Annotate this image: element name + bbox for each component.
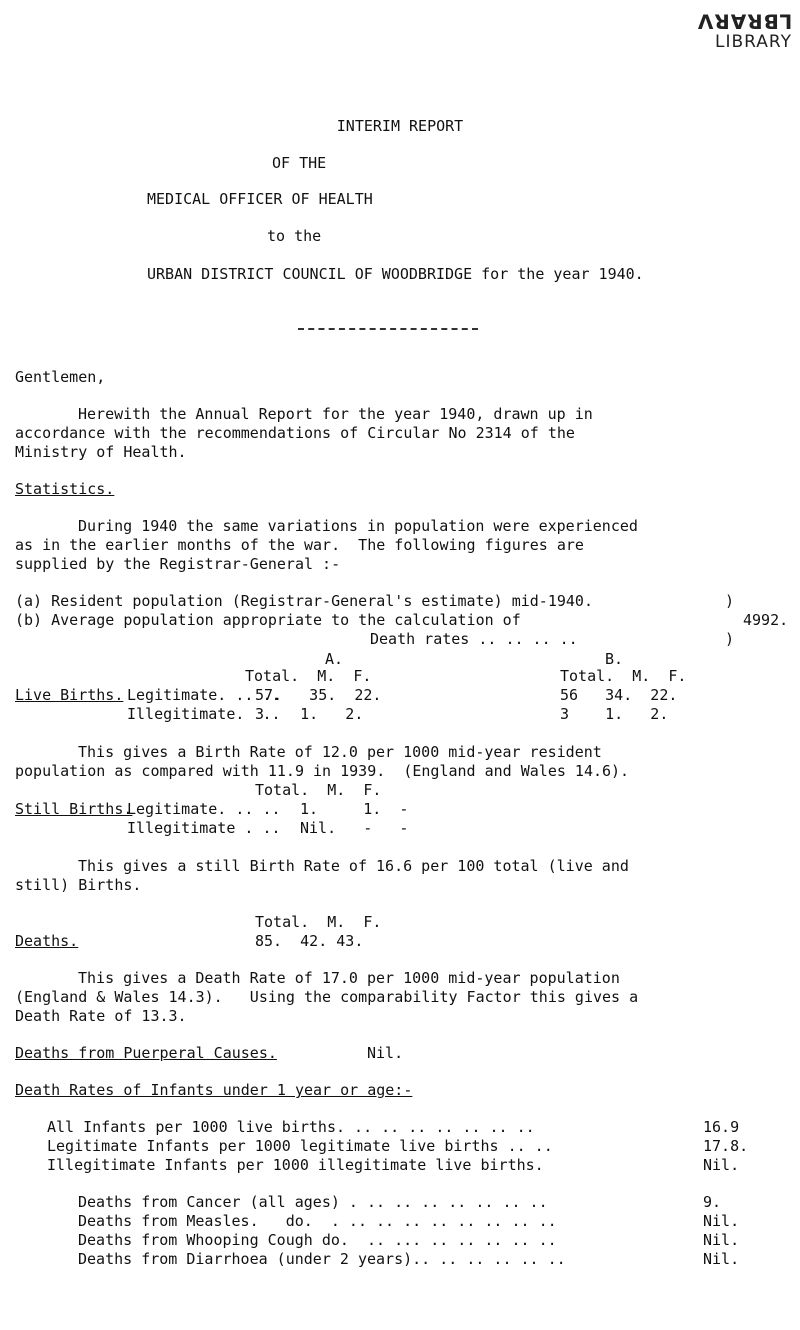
still-births-legit-label: Legitimate. .. .. bbox=[127, 800, 281, 818]
report-title-council: URBAN DISTRICT COUNCIL OF WOODBRIDGE for the year 1940. bbox=[147, 265, 644, 283]
deaths-measles-value: Nil. bbox=[703, 1212, 740, 1230]
library-stamp-text bbox=[698, 12, 792, 52]
infant-rate-all-label: All Infants per 1000 live births. .. .. .. .. .. .. .. bbox=[47, 1118, 535, 1136]
salutation: Gentlemen, bbox=[15, 368, 106, 386]
deaths-header: Total. M. F. bbox=[255, 913, 382, 931]
death-rate-line-1: This gives a Death Rate of 17.0 per 1000 mid-year population bbox=[78, 969, 620, 987]
live-births-col-a: A. bbox=[325, 650, 344, 668]
live-births-legit-a: 57. 35. 22. bbox=[255, 686, 382, 704]
live-births-illegit-label: Illegitimate. .. bbox=[127, 705, 281, 723]
infant-rate-all-value: 16.9 bbox=[703, 1118, 740, 1136]
live-births-illegit-a: 3 1. 2. bbox=[255, 705, 364, 723]
deaths-cancer-label: Deaths from Cancer (all ages) . .. .. .. .. .. .. .. bbox=[78, 1193, 548, 1211]
deaths-whooping-cough-value: Nil. bbox=[703, 1231, 740, 1249]
birth-rate-line-1: This gives a Birth Rate of 12.0 per 1000 mid-year resident bbox=[78, 743, 602, 761]
still-birth-rate-line-2: still) Births. bbox=[15, 876, 142, 894]
infant-rate-legit-label: Legitimate Infants per 1000 legitimate live births .. .. bbox=[47, 1137, 553, 1155]
intro-line-3: Ministry of Health. bbox=[15, 443, 187, 461]
infant-rate-illegit-value: Nil. bbox=[703, 1156, 740, 1174]
live-births-col-b: B. bbox=[605, 650, 624, 668]
statistics-line-1: During 1940 the same variations in population were experienced bbox=[78, 517, 638, 535]
deaths-measles-label: Deaths from Measles. do. . .. .. .. .. .. .. .. .. bbox=[78, 1212, 557, 1230]
brace-bottom: ) bbox=[725, 630, 735, 648]
intro-line-1: Herewith the Annual Report for the year 1940, drawn up in bbox=[78, 405, 593, 423]
statistics-line-2: as in the earlier months of the war. The following figures are bbox=[15, 536, 584, 554]
deaths-whooping-cough-label: Deaths from Whooping Cough do. .. ... .. .. .. .. .. bbox=[78, 1231, 557, 1249]
infant-rates-heading: Death Rates of Infants under 1 year or age:- bbox=[15, 1081, 413, 1099]
deaths-diarrhoea-value: Nil. bbox=[703, 1250, 740, 1268]
puerperal-label: Deaths from Puerperal Causes. bbox=[15, 1044, 277, 1062]
stamp-line2: LIBRARY bbox=[714, 32, 792, 52]
deaths-value: 85. 42. 43. bbox=[255, 932, 364, 950]
death-rate-line-3: Death Rate of 13.3. bbox=[15, 1007, 187, 1025]
intro-line-2: accordance with the recommendations of Circular No 2314 of the bbox=[15, 424, 575, 442]
deaths-diarrhoea-label: Deaths from Diarrhoea (under 2 years).. .. .. .. .. .. bbox=[78, 1250, 566, 1268]
report-title-officer: MEDICAL OFFICER OF HEALTH bbox=[147, 190, 373, 208]
live-births-label: Live Births. bbox=[15, 686, 124, 704]
report-title-to-the: to the bbox=[267, 227, 322, 245]
still-births-illegit-label: Illegitimate . .. bbox=[127, 819, 281, 837]
live-births-head-a: Total. M. F. bbox=[245, 667, 372, 685]
report-title-of-the: OF THE bbox=[272, 154, 327, 172]
population-c: Death rates .. .. .. .. bbox=[370, 630, 578, 648]
still-births-header: Total. M. F. bbox=[255, 781, 382, 799]
deaths-cancer-value: 9. bbox=[703, 1193, 722, 1211]
deaths-label: Deaths. bbox=[15, 932, 79, 950]
still-births-legit-value: 1. 1. - bbox=[300, 800, 409, 818]
infant-rate-legit-value: 17.8. bbox=[703, 1137, 749, 1155]
live-births-legit-label: Legitimate. .. .. bbox=[127, 686, 281, 704]
puerperal-value: Nil. bbox=[367, 1044, 404, 1062]
statistics-line-3: supplied by the Registrar-General :- bbox=[15, 555, 341, 573]
brace-top: ) bbox=[725, 592, 735, 610]
library-stamp bbox=[250, 0, 800, 80]
statistics-heading: Statistics. bbox=[15, 480, 115, 498]
report-title: INTERIM REPORT bbox=[336, 117, 464, 135]
live-births-illegit-b: 3 1. 2. bbox=[560, 705, 669, 723]
header-divider bbox=[298, 328, 478, 330]
still-births-label: Still Births. bbox=[15, 800, 133, 818]
death-rate-line-2: (England & Wales 14.3). Using the comparability Factor this gives a bbox=[15, 988, 639, 1006]
still-births-illegit-value: Nil. - - bbox=[300, 819, 409, 837]
live-births-head-b: Total. M. F. bbox=[560, 667, 687, 685]
population-value: 4992. bbox=[743, 611, 789, 629]
live-births-legit-b: 56 34. 22. bbox=[560, 686, 678, 704]
population-b: (b) Average population appropriate to the calculation of bbox=[15, 611, 521, 629]
birth-rate-line-2: population as compared with 11.9 in 1939. (England and Wales 14.6). bbox=[15, 762, 630, 780]
population-a: (a) Resident population (Registrar-General's estimate) mid-1940. bbox=[15, 592, 593, 610]
infant-rate-illegit-label: Illegitimate Infants per 1000 illegitimate live births. bbox=[47, 1156, 544, 1174]
stamp-line1: ꓥꓤꓯꓤꓭꓶ bbox=[697, 10, 792, 34]
still-birth-rate-line-1: This gives a still Birth Rate of 16.6 per 100 total (live and bbox=[78, 857, 629, 875]
